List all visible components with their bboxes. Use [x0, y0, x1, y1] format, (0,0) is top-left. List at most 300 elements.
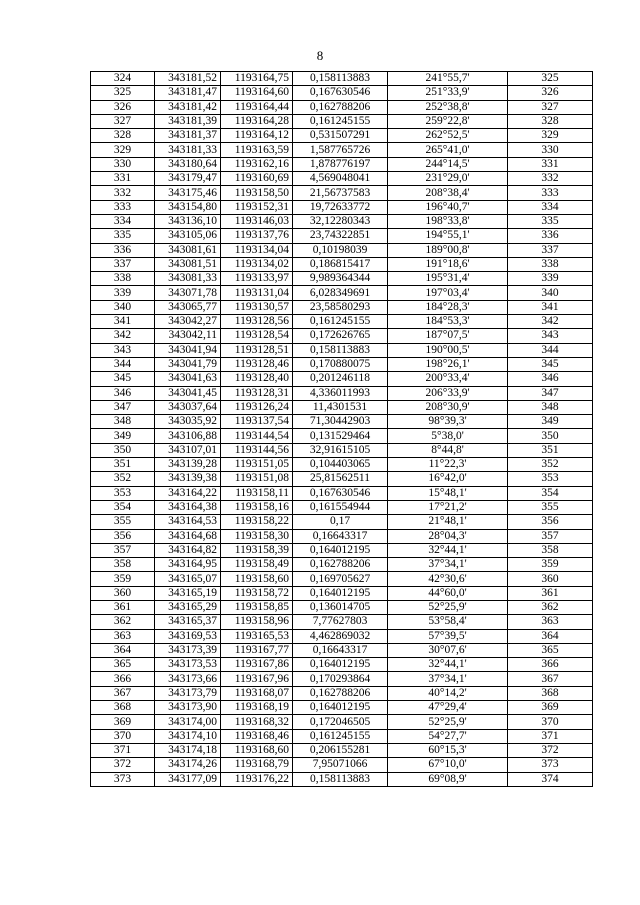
- point-number-cell: 343: [91, 343, 155, 357]
- distance-cell: 0,158113883: [293, 343, 388, 357]
- point-number-cell: 350: [91, 443, 155, 457]
- point-number-cell: 340: [91, 300, 155, 314]
- point-number-cell: 334: [91, 214, 155, 228]
- distance-cell: 0,164012195: [293, 543, 388, 557]
- y-coordinate-cell: 1193144,54: [221, 429, 293, 443]
- next-point-cell: 329: [508, 129, 593, 143]
- point-number-cell: 335: [91, 229, 155, 243]
- y-coordinate-cell: 1193158,60: [221, 572, 293, 586]
- y-coordinate-cell: 1193165,53: [221, 629, 293, 643]
- distance-cell: 0,169705627: [293, 572, 388, 586]
- x-coordinate-cell: 343136,10: [155, 214, 221, 228]
- x-coordinate-cell: 343173,90: [155, 701, 221, 715]
- distance-cell: 0,206155281: [293, 743, 388, 757]
- y-coordinate-cell: 1193134,02: [221, 257, 293, 271]
- x-coordinate-cell: 343081,33: [155, 272, 221, 286]
- y-coordinate-cell: 1193168,07: [221, 686, 293, 700]
- table-row: [91, 372, 593, 386]
- distance-cell: 0,164012195: [293, 701, 388, 715]
- next-point-cell: 348: [508, 400, 593, 414]
- table-row: [91, 500, 593, 514]
- point-number-cell: 363: [91, 629, 155, 643]
- x-coordinate-cell: 343181,42: [155, 100, 221, 114]
- table-row: [91, 243, 593, 257]
- table-row: [91, 300, 593, 314]
- x-coordinate-cell: 343174,00: [155, 715, 221, 729]
- table-row: [91, 529, 593, 543]
- table-row: [91, 100, 593, 114]
- y-coordinate-cell: 1193133,97: [221, 272, 293, 286]
- point-number-cell: 339: [91, 286, 155, 300]
- table-row: [91, 343, 593, 357]
- distance-cell: 25,81562511: [293, 472, 388, 486]
- point-number-cell: 349: [91, 429, 155, 443]
- distance-cell: 0,136014705: [293, 600, 388, 614]
- bearing-cell: 8°44,8': [388, 443, 508, 457]
- bearing-cell: 42°30,6': [388, 572, 508, 586]
- next-point-cell: 362: [508, 600, 593, 614]
- y-coordinate-cell: 1193151,05: [221, 458, 293, 472]
- next-point-cell: 371: [508, 729, 593, 743]
- x-coordinate-cell: 343035,92: [155, 415, 221, 429]
- point-number-cell: 345: [91, 372, 155, 386]
- bearing-cell: 16°42,0': [388, 472, 508, 486]
- y-coordinate-cell: 1193152,31: [221, 200, 293, 214]
- point-number-cell: 359: [91, 572, 155, 586]
- y-coordinate-cell: 1193158,22: [221, 515, 293, 529]
- y-coordinate-cell: 1193158,96: [221, 615, 293, 629]
- y-coordinate-cell: 1193164,60: [221, 86, 293, 100]
- x-coordinate-cell: 343179,47: [155, 172, 221, 186]
- table-row: [91, 157, 593, 171]
- table-row: [91, 114, 593, 128]
- next-point-cell: 356: [508, 515, 593, 529]
- x-coordinate-cell: 343181,33: [155, 143, 221, 157]
- bearing-cell: 69°08,9': [388, 772, 508, 786]
- y-coordinate-cell: 1193176,22: [221, 772, 293, 786]
- table-row: [91, 72, 593, 86]
- bearing-cell: 191°18,6': [388, 257, 508, 271]
- point-number-cell: 332: [91, 186, 155, 200]
- y-coordinate-cell: 1193128,51: [221, 343, 293, 357]
- table-row: [91, 329, 593, 343]
- x-coordinate-cell: 343174,18: [155, 743, 221, 757]
- point-number-cell: 369: [91, 715, 155, 729]
- bearing-cell: 37°34,1': [388, 558, 508, 572]
- y-coordinate-cell: 1193168,19: [221, 701, 293, 715]
- x-coordinate-cell: 343139,28: [155, 458, 221, 472]
- bearing-cell: 208°38,4': [388, 186, 508, 200]
- next-point-cell: 343: [508, 329, 593, 343]
- next-point-cell: 339: [508, 272, 593, 286]
- bearing-cell: 265°41,0': [388, 143, 508, 157]
- distance-cell: 4,336011993: [293, 386, 388, 400]
- point-number-cell: 362: [91, 615, 155, 629]
- distance-cell: 0,167630546: [293, 86, 388, 100]
- distance-cell: 11,4301531: [293, 400, 388, 414]
- next-point-cell: 354: [508, 486, 593, 500]
- next-point-cell: 326: [508, 86, 593, 100]
- point-number-cell: 325: [91, 86, 155, 100]
- bearing-cell: 30°07,6': [388, 643, 508, 657]
- point-number-cell: 354: [91, 500, 155, 514]
- x-coordinate-cell: 343177,09: [155, 772, 221, 786]
- distance-cell: 0,172626765: [293, 329, 388, 343]
- next-point-cell: 333: [508, 186, 593, 200]
- x-coordinate-cell: 343164,53: [155, 515, 221, 529]
- bearing-cell: 241°55,7': [388, 72, 508, 86]
- next-point-cell: 373: [508, 758, 593, 772]
- next-point-cell: 349: [508, 415, 593, 429]
- table-row: [91, 86, 593, 100]
- x-coordinate-cell: 343165,19: [155, 586, 221, 600]
- y-coordinate-cell: 1193128,40: [221, 372, 293, 386]
- y-coordinate-cell: 1193151,08: [221, 472, 293, 486]
- bearing-cell: 259°22,8': [388, 114, 508, 128]
- y-coordinate-cell: 1193158,49: [221, 558, 293, 572]
- table-row: [91, 400, 593, 414]
- y-coordinate-cell: 1193164,44: [221, 100, 293, 114]
- next-point-cell: 374: [508, 772, 593, 786]
- distance-cell: 7,95071066: [293, 758, 388, 772]
- next-point-cell: 336: [508, 229, 593, 243]
- bearing-cell: 98°39,3': [388, 415, 508, 429]
- point-number-cell: 336: [91, 243, 155, 257]
- next-point-cell: 330: [508, 143, 593, 157]
- point-number-cell: 342: [91, 329, 155, 343]
- next-point-cell: 365: [508, 643, 593, 657]
- bearing-cell: 60°15,3': [388, 743, 508, 757]
- y-coordinate-cell: 1193168,32: [221, 715, 293, 729]
- table-row: [91, 572, 593, 586]
- x-coordinate-cell: 343165,37: [155, 615, 221, 629]
- y-coordinate-cell: 1193168,79: [221, 758, 293, 772]
- x-coordinate-cell: 343041,45: [155, 386, 221, 400]
- x-coordinate-cell: 343165,07: [155, 572, 221, 586]
- point-number-cell: 347: [91, 400, 155, 414]
- point-number-cell: 361: [91, 600, 155, 614]
- y-coordinate-cell: 1193146,03: [221, 214, 293, 228]
- x-coordinate-cell: 343173,66: [155, 672, 221, 686]
- x-coordinate-cell: 343164,22: [155, 486, 221, 500]
- bearing-cell: 189°00,8': [388, 243, 508, 257]
- next-point-cell: 334: [508, 200, 593, 214]
- next-point-cell: 350: [508, 429, 593, 443]
- y-coordinate-cell: 1193164,28: [221, 114, 293, 128]
- table-row: [91, 443, 593, 457]
- distance-cell: 9,989364344: [293, 272, 388, 286]
- x-coordinate-cell: 343174,10: [155, 729, 221, 743]
- point-number-cell: 324: [91, 72, 155, 86]
- y-coordinate-cell: 1193158,50: [221, 186, 293, 200]
- y-coordinate-cell: 1193168,46: [221, 729, 293, 743]
- point-number-cell: 333: [91, 200, 155, 214]
- x-coordinate-cell: 343174,26: [155, 758, 221, 772]
- point-number-cell: 337: [91, 257, 155, 271]
- bearing-cell: 15°48,1': [388, 486, 508, 500]
- table-row: [91, 200, 593, 214]
- table-row: [91, 415, 593, 429]
- point-number-cell: 327: [91, 114, 155, 128]
- table-row: [91, 143, 593, 157]
- table-row: [91, 729, 593, 743]
- bearing-cell: 32°44,1': [388, 658, 508, 672]
- distance-cell: 19,72633772: [293, 200, 388, 214]
- y-coordinate-cell: 1193168,60: [221, 743, 293, 757]
- distance-cell: 4,569048041: [293, 172, 388, 186]
- y-coordinate-cell: 1193128,46: [221, 357, 293, 371]
- next-point-cell: 369: [508, 701, 593, 715]
- bearing-cell: 198°33,8': [388, 214, 508, 228]
- distance-cell: 0,16643317: [293, 529, 388, 543]
- table-row: [91, 772, 593, 786]
- x-coordinate-cell: 343181,39: [155, 114, 221, 128]
- distance-cell: 0,162788206: [293, 686, 388, 700]
- table-row: [91, 658, 593, 672]
- table-row: [91, 672, 593, 686]
- y-coordinate-cell: 1193126,24: [221, 400, 293, 414]
- y-coordinate-cell: 1193167,77: [221, 643, 293, 657]
- next-point-cell: 352: [508, 458, 593, 472]
- x-coordinate-cell: 343173,39: [155, 643, 221, 657]
- bearing-cell: 194°55,1': [388, 229, 508, 243]
- page-number: 8: [316, 48, 324, 63]
- table-row: [91, 615, 593, 629]
- bearing-cell: 67°10,0': [388, 758, 508, 772]
- bearing-cell: 195°31,4': [388, 272, 508, 286]
- next-point-cell: 361: [508, 586, 593, 600]
- next-point-cell: 325: [508, 72, 593, 86]
- bearing-cell: 53°58,4': [388, 615, 508, 629]
- point-number-cell: 355: [91, 515, 155, 529]
- table-row: [91, 472, 593, 486]
- distance-cell: 0,161245155: [293, 315, 388, 329]
- y-coordinate-cell: 1193128,31: [221, 386, 293, 400]
- x-coordinate-cell: 343107,01: [155, 443, 221, 457]
- y-coordinate-cell: 1193167,86: [221, 658, 293, 672]
- distance-cell: 0,186815417: [293, 257, 388, 271]
- table-row: [91, 386, 593, 400]
- bearing-cell: 252°38,8': [388, 100, 508, 114]
- point-number-cell: 367: [91, 686, 155, 700]
- next-point-cell: 338: [508, 257, 593, 271]
- y-coordinate-cell: 1193137,76: [221, 229, 293, 243]
- table-row: [91, 257, 593, 271]
- distance-cell: 0,16643317: [293, 643, 388, 657]
- x-coordinate-cell: 343181,37: [155, 129, 221, 143]
- distance-cell: 0,531507291: [293, 129, 388, 143]
- table-row: [91, 186, 593, 200]
- bearing-cell: 198°26,1': [388, 357, 508, 371]
- bearing-cell: 251°33,9': [388, 86, 508, 100]
- distance-cell: 0,161554944: [293, 500, 388, 514]
- distance-cell: 0,170880075: [293, 357, 388, 371]
- distance-cell: 0,164012195: [293, 586, 388, 600]
- x-coordinate-cell: 343169,53: [155, 629, 221, 643]
- point-number-cell: 326: [91, 100, 155, 114]
- bearing-cell: 197°03,4': [388, 286, 508, 300]
- next-point-cell: 328: [508, 114, 593, 128]
- y-coordinate-cell: 1193164,12: [221, 129, 293, 143]
- table-row: [91, 129, 593, 143]
- point-number-cell: 360: [91, 586, 155, 600]
- x-coordinate-cell: 343081,51: [155, 257, 221, 271]
- bearing-cell: 57°39,5': [388, 629, 508, 643]
- distance-cell: 0,201246118: [293, 372, 388, 386]
- point-number-cell: 357: [91, 543, 155, 557]
- point-number-cell: 358: [91, 558, 155, 572]
- x-coordinate-cell: 343165,29: [155, 600, 221, 614]
- bearing-cell: 47°29,4': [388, 701, 508, 715]
- point-number-cell: 364: [91, 643, 155, 657]
- point-number-cell: 338: [91, 272, 155, 286]
- bearing-cell: 206°33,9': [388, 386, 508, 400]
- table-row: [91, 486, 593, 500]
- x-coordinate-cell: 343081,61: [155, 243, 221, 257]
- x-coordinate-cell: 343065,77: [155, 300, 221, 314]
- x-coordinate-cell: 343164,82: [155, 543, 221, 557]
- next-point-cell: 340: [508, 286, 593, 300]
- bearing-cell: 32°44,1': [388, 543, 508, 557]
- next-point-cell: 347: [508, 386, 593, 400]
- table-row: [91, 558, 593, 572]
- point-number-cell: 352: [91, 472, 155, 486]
- y-coordinate-cell: 1193158,11: [221, 486, 293, 500]
- x-coordinate-cell: 343173,53: [155, 658, 221, 672]
- distance-cell: 0,161245155: [293, 729, 388, 743]
- table-row: [91, 429, 593, 443]
- x-coordinate-cell: 343173,79: [155, 686, 221, 700]
- table-row: [91, 272, 593, 286]
- point-number-cell: 372: [91, 758, 155, 772]
- next-point-cell: 332: [508, 172, 593, 186]
- coordinates-table: [90, 71, 593, 787]
- x-coordinate-cell: 343042,11: [155, 329, 221, 343]
- y-coordinate-cell: 1193164,75: [221, 72, 293, 86]
- point-number-cell: 341: [91, 315, 155, 329]
- table-row: [91, 758, 593, 772]
- bearing-cell: 52°25,9': [388, 600, 508, 614]
- point-number-cell: 356: [91, 529, 155, 543]
- point-number-cell: 365: [91, 658, 155, 672]
- distance-cell: 1,878776197: [293, 157, 388, 171]
- next-point-cell: 353: [508, 472, 593, 486]
- x-coordinate-cell: 343105,06: [155, 229, 221, 243]
- bearing-cell: 52°25,9': [388, 715, 508, 729]
- table-row: [91, 214, 593, 228]
- distance-cell: 0,10198039: [293, 243, 388, 257]
- bearing-cell: 187°07,5': [388, 329, 508, 343]
- next-point-cell: 351: [508, 443, 593, 457]
- bearing-cell: 244°14,5': [388, 157, 508, 171]
- y-coordinate-cell: 1193131,04: [221, 286, 293, 300]
- distance-cell: 0,158113883: [293, 772, 388, 786]
- x-coordinate-cell: 343181,47: [155, 86, 221, 100]
- bearing-cell: 231°29,0': [388, 172, 508, 186]
- x-coordinate-cell: 343180,64: [155, 157, 221, 171]
- bearing-cell: 190°00,5': [388, 343, 508, 357]
- next-point-cell: 359: [508, 558, 593, 572]
- point-number-cell: 329: [91, 143, 155, 157]
- table-row: [91, 172, 593, 186]
- next-point-cell: 346: [508, 372, 593, 386]
- distance-cell: 0,162788206: [293, 100, 388, 114]
- table-row: [91, 357, 593, 371]
- point-number-cell: 351: [91, 458, 155, 472]
- bearing-cell: 28°04,3': [388, 529, 508, 543]
- distance-cell: 23,58580293: [293, 300, 388, 314]
- y-coordinate-cell: 1193158,39: [221, 543, 293, 557]
- point-number-cell: 353: [91, 486, 155, 500]
- next-point-cell: 360: [508, 572, 593, 586]
- bearing-cell: 196°40,7': [388, 200, 508, 214]
- point-number-cell: 368: [91, 701, 155, 715]
- y-coordinate-cell: 1193134,04: [221, 243, 293, 257]
- bearing-cell: 40°14,2': [388, 686, 508, 700]
- table-row: [91, 715, 593, 729]
- distance-cell: 4,462869032: [293, 629, 388, 643]
- y-coordinate-cell: 1193162,16: [221, 157, 293, 171]
- y-coordinate-cell: 1193160,69: [221, 172, 293, 186]
- bearing-cell: 11°22,3': [388, 458, 508, 472]
- x-coordinate-cell: 343175,46: [155, 186, 221, 200]
- bearing-cell: 262°52,5': [388, 129, 508, 143]
- point-number-cell: 346: [91, 386, 155, 400]
- next-point-cell: 358: [508, 543, 593, 557]
- y-coordinate-cell: 1193158,16: [221, 500, 293, 514]
- table-row: [91, 643, 593, 657]
- bearing-cell: 208°30,9': [388, 400, 508, 414]
- distance-cell: 71,30442903: [293, 415, 388, 429]
- x-coordinate-cell: 343164,68: [155, 529, 221, 543]
- distance-cell: 0,164012195: [293, 658, 388, 672]
- y-coordinate-cell: 1193158,30: [221, 529, 293, 543]
- table-row: [91, 515, 593, 529]
- point-number-cell: 373: [91, 772, 155, 786]
- distance-cell: 0,131529464: [293, 429, 388, 443]
- table-row: [91, 743, 593, 757]
- y-coordinate-cell: 1193137,54: [221, 415, 293, 429]
- bearing-cell: 5°38,0': [388, 429, 508, 443]
- y-coordinate-cell: 1193144,56: [221, 443, 293, 457]
- bearing-cell: 21°48,1': [388, 515, 508, 529]
- bearing-cell: 200°33,4': [388, 372, 508, 386]
- point-number-cell: 344: [91, 357, 155, 371]
- distance-cell: 32,12280343: [293, 214, 388, 228]
- next-point-cell: 331: [508, 157, 593, 171]
- table-row: [91, 315, 593, 329]
- x-coordinate-cell: 343164,95: [155, 558, 221, 572]
- next-point-cell: 342: [508, 315, 593, 329]
- point-number-cell: 328: [91, 129, 155, 143]
- bearing-cell: 184°53,3': [388, 315, 508, 329]
- table-row: [91, 229, 593, 243]
- x-coordinate-cell: 343071,78: [155, 286, 221, 300]
- table-row: [91, 586, 593, 600]
- x-coordinate-cell: 343042,27: [155, 315, 221, 329]
- distance-cell: 21,56737583: [293, 186, 388, 200]
- table-row: [91, 701, 593, 715]
- next-point-cell: 367: [508, 672, 593, 686]
- point-number-cell: 366: [91, 672, 155, 686]
- distance-cell: 0,162788206: [293, 558, 388, 572]
- distance-cell: 7,77627803: [293, 615, 388, 629]
- distance-cell: 23,74322851: [293, 229, 388, 243]
- x-coordinate-cell: 343041,63: [155, 372, 221, 386]
- x-coordinate-cell: 343154,80: [155, 200, 221, 214]
- distance-cell: 0,158113883: [293, 72, 388, 86]
- table-row: [91, 600, 593, 614]
